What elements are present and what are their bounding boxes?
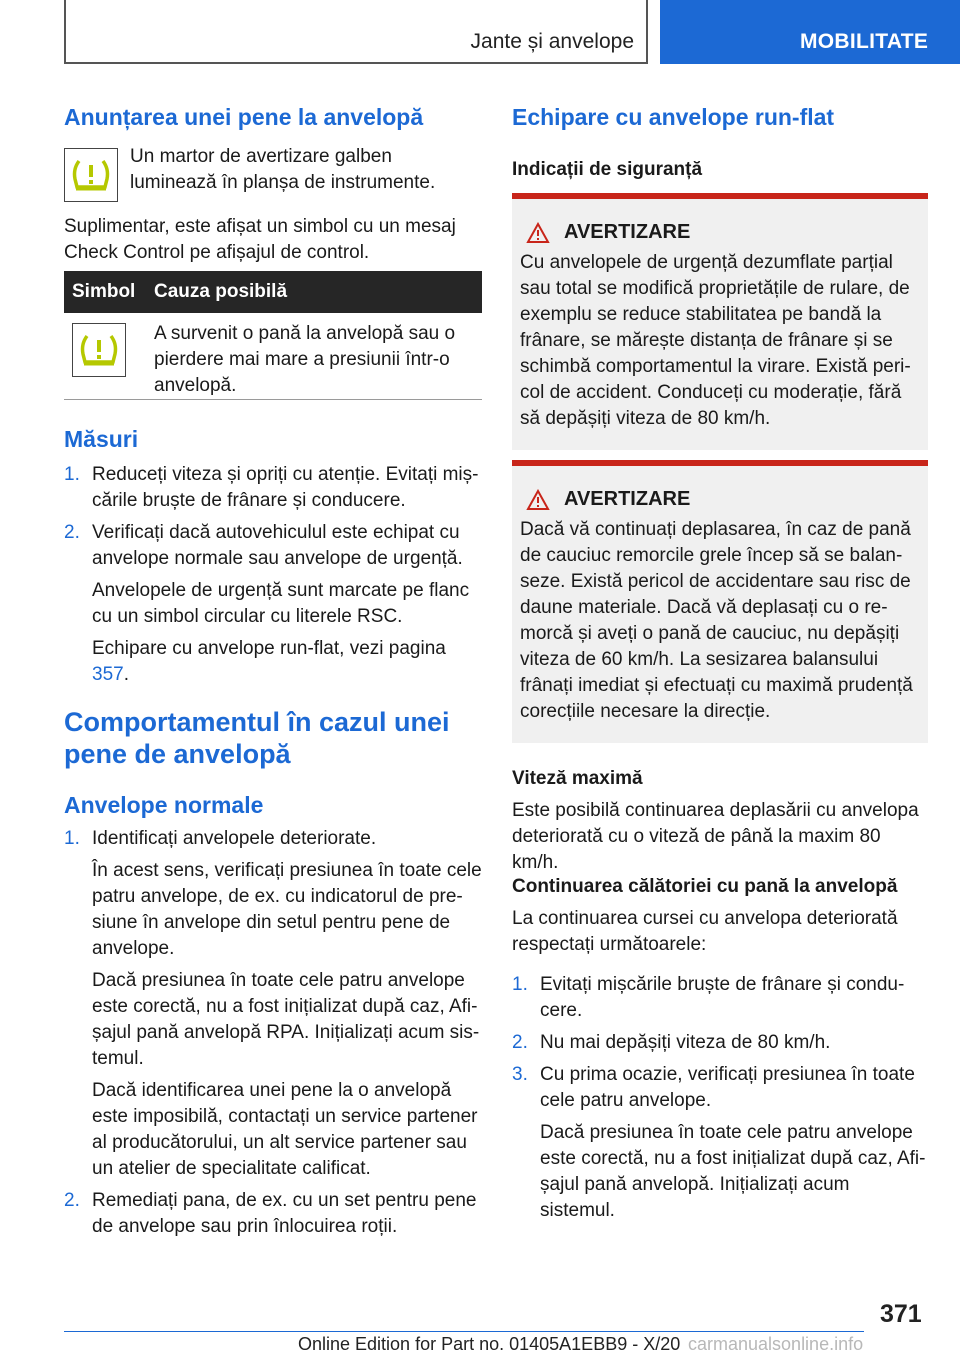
heading-measures: Măsuri xyxy=(64,426,139,452)
page-number: 371 xyxy=(880,1300,922,1328)
max-speed-label: Viteză maximă xyxy=(512,768,643,789)
list-item xyxy=(64,462,482,514)
chapter-tab[interactable]: MOBILITATE xyxy=(660,0,960,64)
list-number: 1. xyxy=(64,828,80,849)
section-title: Jante și anvelope xyxy=(470,30,634,53)
list-item xyxy=(64,826,482,852)
heading-announce: Anunțarea unei pene la anvelopă xyxy=(64,104,424,130)
list-item xyxy=(64,1188,482,1240)
warning-title: AVERTIZARE xyxy=(564,221,691,243)
warning-triangle-icon xyxy=(526,489,550,511)
list-text: Cu prima ocazie, verificați presiunea în toate cele patru anvelope. xyxy=(540,1064,915,1111)
list-number: 1. xyxy=(512,974,528,995)
warning-title: AVERTIZARE xyxy=(564,488,691,510)
warning-box-2 xyxy=(512,460,928,743)
table-row xyxy=(64,313,482,407)
list-item xyxy=(512,972,928,1024)
warning-box-1 xyxy=(512,193,928,450)
runflat-reference xyxy=(92,636,482,688)
list-item xyxy=(512,1062,928,1114)
list-item xyxy=(512,1030,928,1056)
heading-runflat: Echipare cu anvelope run‑flat xyxy=(512,104,835,130)
list-number: 2. xyxy=(64,1190,80,1211)
warning-header xyxy=(526,488,920,511)
indicator-text: Un martor de avertizare galben luminează în planșa de instrumente. xyxy=(130,146,436,193)
pressure-check-text: În acest sens, verificați presiunea în toate cele patru anvelope, de ex. cu indicatorul de presiune în anvelope din setul pentru pene de anvelope. xyxy=(92,860,482,959)
warning-text: Dacă vă continuați deplasarea, în caz de pană de cauciuc remorcile grele încep să se balanseze. Există pericol de accidentare sau risc de daune materiale. Dacă vă deplasați cu o remorcă și aveți o pană de cauciuc, nu depășiți viteza de 60 km/h. La sesizarea balansului frânați imediat și efectuați cu maximă prudență corecțiile necesare la direcție. xyxy=(520,519,913,722)
heading-behavior: Comportamentul în cazul unei pene de anvelopă xyxy=(64,707,450,769)
measures-list xyxy=(64,462,482,688)
table-divider xyxy=(64,399,482,400)
edition-text: Online Edition for Part no. 01405A1EBB9 - X/20 xyxy=(298,1334,681,1354)
max-speed-text: Este posibilă continuarea deplasării cu anvelopa deteriorată cu o viteză de până la maxim 80 km/h. xyxy=(512,800,919,873)
init-system-text: Dacă presiunea în toate cele patru anvelope este corectă, nu a fost inițializat după caz, Afișajul pană anvelopă. Inițializați acum sistemul. xyxy=(540,1122,926,1221)
list-number: 1. xyxy=(64,464,80,485)
list-text: Identificați anvelopele deteriorate. xyxy=(92,828,377,849)
warning-triangle-icon xyxy=(526,222,550,244)
supplement-text: Suplimentar, este afișat un simbol cu un mesaj Check Control pe afișajul de control. xyxy=(64,216,456,263)
table-header-symbol: Simbol xyxy=(64,271,146,313)
rsc-note: Anvelopele de urgență sunt marcate pe flanc cu un simbol circular cu literele RSC. xyxy=(92,580,470,627)
table-cell-symbol xyxy=(64,313,146,407)
list-item xyxy=(64,520,482,572)
service-contact-text: Dacă identificarea unei pene la o anvelopă este imposibilă, contactați un service partener al producătorului, un alt service partener sau un atelier de specialitate calificat. xyxy=(92,1080,478,1179)
list-text: Verificați dacă autovehiculul este echipat cu anvelope normale sau anvelope de urgență. xyxy=(92,522,463,569)
safety-label: Indicații de siguranță xyxy=(512,159,703,180)
heading-normal: Anvelope normale xyxy=(64,792,264,818)
list-number: 2. xyxy=(512,1032,528,1053)
normal-steps-list xyxy=(64,826,482,1240)
footer-divider xyxy=(64,1331,864,1332)
page-link[interactable]: 357 xyxy=(92,664,124,685)
tire-pressure-warning-icon xyxy=(72,323,126,377)
list-number: 3. xyxy=(512,1064,528,1085)
warning-header xyxy=(526,221,920,244)
list-text: Evitați mișcările bruște de frânare și conducere. xyxy=(540,974,905,1021)
watermark: carmanualsonline.info xyxy=(688,1334,864,1354)
continue-steps-list xyxy=(512,972,928,1224)
runflat-reference-end: . xyxy=(123,664,129,685)
table-header-cause: Cauza posibilă xyxy=(146,271,482,313)
list-number: 2. xyxy=(64,522,80,543)
list-text: Nu mai depășiți viteza de 80 km/h. xyxy=(540,1032,831,1053)
continue-label: Continuarea călătoriei cu pană la anvelopă xyxy=(512,876,898,897)
continue-text: La continuarea cursei cu anvelopa deteriorată respectați următoarele: xyxy=(512,908,898,955)
header-frame xyxy=(64,0,648,64)
list-text: Remediați pana, de ex. cu un set pentru pene de anvelope sau prin înlocuirea roții. xyxy=(92,1190,477,1237)
warning-text: Cu anvelopele de urgență dezumflate parțial sau total se modifică proprietățile de rulare, de exemplu se reduce stabilitatea pe bandă la frânare, se mărește distanța de frânare și se schimbă comportamentul la virare. Există pericol de accident. Conduceți cu moderație, fără să depășiți viteza de 80 km/h. xyxy=(520,252,911,429)
tire-pressure-warning-icon xyxy=(64,148,118,202)
rpa-init-text: Dacă presiunea în toate cele patru anvelope este corectă, nu a fost inițializat după caz, Afișajul pană anvelopă RPA. Inițializați acum sistemul. xyxy=(92,970,480,1069)
table-cell-cause: A survenit o pană la anvelopă sau o pierdere mai mare a presiunii într‑o anvelopă. xyxy=(154,323,456,396)
runflat-reference-text: Echipare cu anvelope run‑flat, vezi pagina xyxy=(92,638,446,659)
list-text: Reduceți viteza și opriți cu atenție. Evitați mișcările bruște de frânare și conducere. xyxy=(92,464,479,511)
symbol-table xyxy=(64,271,482,407)
